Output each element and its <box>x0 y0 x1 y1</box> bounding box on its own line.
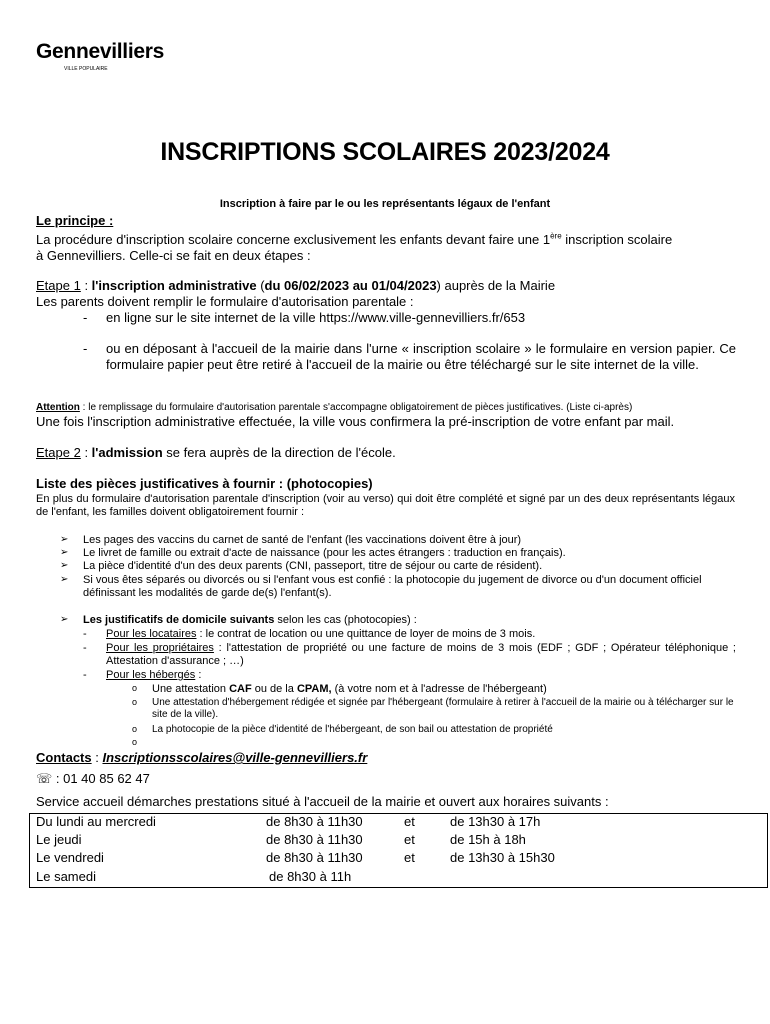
circle-bullet-icon: o <box>132 737 138 747</box>
contacts-line: Contacts : Inscriptionsscolaires@ville-gennevilliers.fr <box>36 750 368 765</box>
pieces-item: Les pages des vaccins du carnet de santé de l'enfant (les vaccinations doivent être à jour) <box>83 534 522 546</box>
domicile-heberges: Pour les hébergés : <box>106 669 202 681</box>
arrow-bullet-icon: ➢ <box>60 547 69 558</box>
contact-email-link[interactable]: Inscriptionsscolaires@ville-gennevilliers.fr <box>102 750 368 765</box>
arrow-bullet-icon: ➢ <box>60 574 69 585</box>
page-subtitle: Inscription à faire par le ou les représentants légaux de l'enfant <box>219 198 551 210</box>
logo-wordmark: Gennevilliers <box>36 40 164 63</box>
principe-text-line2: à Gennevilliers. Celle-ci se fait en deux étapes : <box>36 248 311 263</box>
arrow-bullet-icon: ➢ <box>60 614 69 625</box>
table-row: Du lundi au mercredi de 8h30 à 11h30 et de 13h30 à 17h <box>36 814 541 829</box>
service-accueil-text: Service accueil démarches prestations situé à l'accueil de la mairie et ouvert aux horaires suivants : <box>36 794 609 809</box>
attention-note: Attention : le remplissage du formulaire d'autorisation parentale s'accompagne obligatoirement de pièces justificatives. (Liste ci-après) <box>36 402 633 413</box>
logo-tagline: VILLE POPULAIRE <box>64 66 108 72</box>
pieces-item: La pièce d'identité d'un des deux parents (CNI, passeport, titre de séjour ou carte de résident). <box>83 560 543 572</box>
etape1-heading: Etape 1 : l'inscription administrative (du 06/02/2023 au 01/04/2023) auprès de la Mairie <box>36 278 556 293</box>
gennevilliers-logo <box>36 40 176 82</box>
circle-bullet-icon: o <box>132 697 138 707</box>
contact-phone: ☏ : 01 40 85 62 47 <box>36 771 150 786</box>
etape1-item-paper: ou en déposant à l'accueil de la mairie dans l'urne « inscription scolaire » le formulaire en version papier. Ce formulaire papier peut être retiré à l'accueil de la mairie ou être téléchargé sur le site internet de la ville. <box>106 341 736 372</box>
page-title: INSCRIPTIONS SCOLAIRES 2023/2024 <box>160 138 610 166</box>
arrow-bullet-icon: ➢ <box>60 534 69 545</box>
etape2-heading: Etape 2 : l'admission se fera auprès de la direction de l'école. <box>36 445 396 460</box>
heberges-item-attestation: Une attestation d'hébergement rédigée et signée par l'hébergeant (formulaire à retirer à l'accueil de la mairie ou à télécharger sur le site de la ville). <box>152 697 734 720</box>
table-row: Le vendredi de 8h30 à 11h30 et de 13h30 à 15h30 <box>36 850 555 866</box>
table-row: Le jeudi de 8h30 à 11h30 et de 15h à 18h <box>36 832 526 848</box>
opening-hours-table <box>29 813 768 888</box>
principe-text: La procédure d'inscription scolaire concerne exclusivement les enfants devant faire une 1ère inscription scolaire <box>36 231 673 247</box>
circle-bullet-icon: o <box>132 683 138 693</box>
table-row: Le samedi de 8h30 à 11h <box>36 868 352 884</box>
heberges-item-piece: La photocopie de la pièce d'identité de l'hébergeant, de son bail ou attestation de propriété <box>152 724 553 735</box>
etape1-item-online: en ligne sur le site internet de la ville https://www.ville-gennevilliers.fr/653 <box>106 310 526 325</box>
circle-bullet-icon: o <box>132 724 138 734</box>
domicile-locataires: Pour les locataires : le contrat de location ou une quittance de loyer de moins de 3 mois. <box>106 628 536 640</box>
domicile-heading: Les justificatifs de domicile suivants selon les cas (photocopies) : <box>83 614 417 626</box>
domicile-proprietaires: Pour les propriétaires : l'attestation de propriété ou une facture de moins de 3 mois (EDF ; GDF ; Opérateur téléphonique ; Attestation d'assurance ; …) <box>106 642 736 667</box>
pieces-item: Le livret de famille ou extrait d'acte de naissance (pour les actes étrangers : traduction en français). <box>83 547 566 559</box>
pieces-item: Si vous êtes séparés ou divorcés ou si l'enfant vous est confié : la photocopie du jugement de divorce ou d'un document officiel définissant les modalités de garde de(s) l'enfant(s). <box>83 574 702 599</box>
pieces-heading: Liste des pièces justificatives à fournir : (photocopies) <box>36 476 373 491</box>
confirmation-text: Une fois l'inscription administrative effectuée, la ville vous confirmera la pré-inscription de votre enfant par mail. <box>36 414 675 429</box>
principe-heading: Le principe : <box>36 213 114 228</box>
heberges-item-caf: Une attestation CAF ou de la CPAM, (à votre nom et à l'adresse de l'hébergeant) <box>152 683 547 695</box>
etape1-intro: Les parents doivent remplir le formulaire d'autorisation parentale : <box>36 294 414 309</box>
telephone-icon: ☏ <box>36 771 53 786</box>
arrow-bullet-icon: ➢ <box>60 560 69 571</box>
pieces-intro: En plus du formulaire d'autorisation parentale d'inscription (voir au verso) qui doit être complété et signé par un des deux représentants légaux de l'enfant, les familles doivent obligatoirement fournir : <box>36 493 735 518</box>
